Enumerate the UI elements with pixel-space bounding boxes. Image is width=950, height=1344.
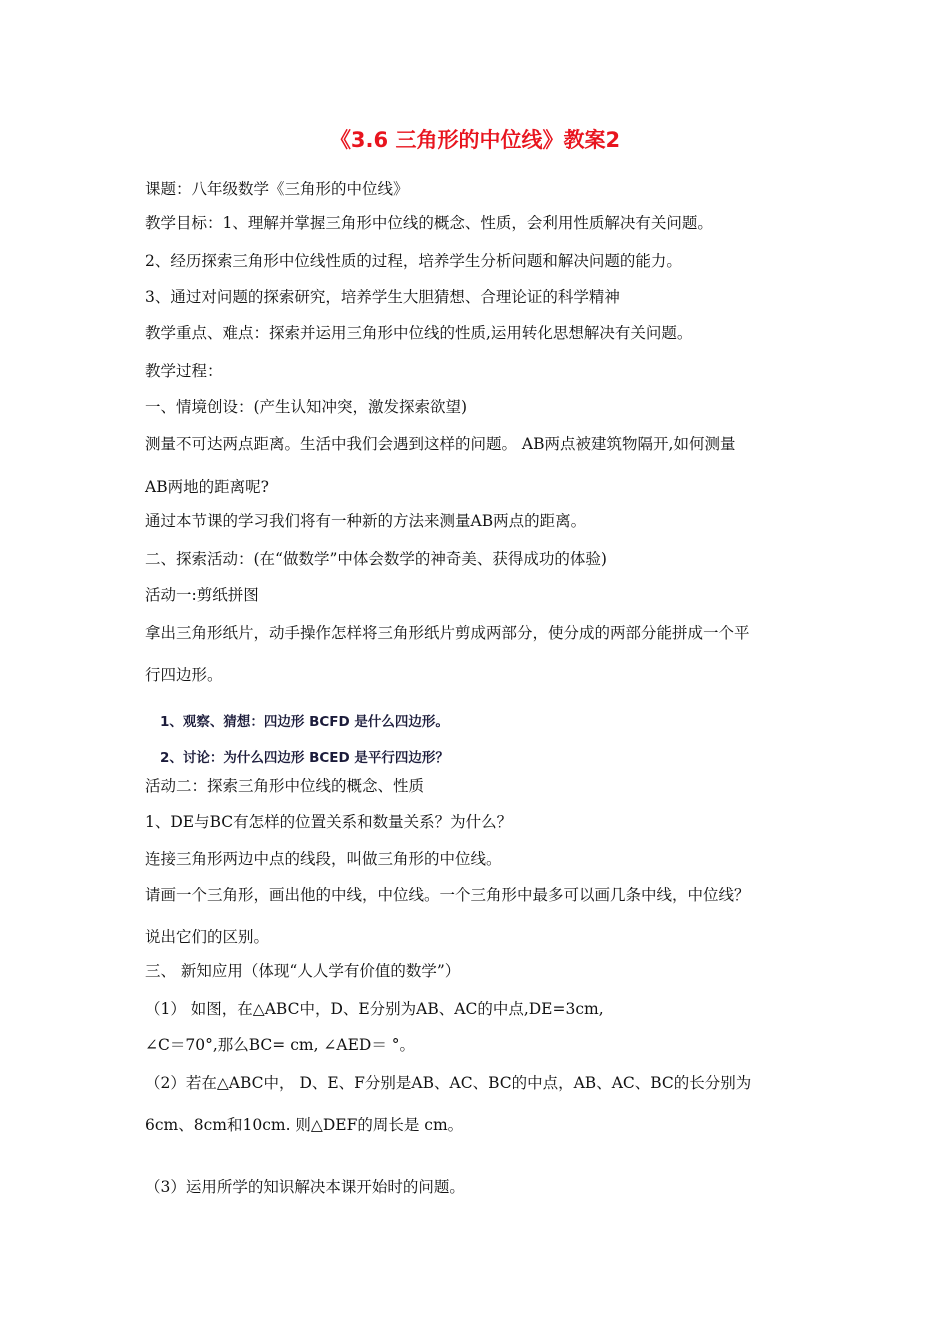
text-line: 6cm、8cm和10cm. 则△DEF的周长是 cm。	[145, 1116, 464, 1134]
figure-item-text: 观察、猜想：四边形 BCFD 是什么四边形。	[182, 714, 449, 730]
text-line: 请画一个三角形，画出他的中线，中位线。一个三角形中最多可以画几条中线，中位线？	[145, 886, 750, 904]
text-line: （1） 如图，在△ABC中，D、E分别为AB、AC的中点,DE=3cm,	[145, 1000, 604, 1018]
text-line: 三、 新知应用（体现“人人学有价值的数学”）	[145, 962, 461, 980]
text-line: 3、通过对问题的探索研究，培养学生大胆猜想、合理论证的科学精神	[145, 288, 620, 306]
text-line: 测量不可达两点距离。生活中我们会遇到这样的问题。 AB两点被建筑物隔开,如何测量	[145, 435, 736, 453]
figure-item	[160, 710, 449, 730]
text-line: 活动一:剪纸拼图	[145, 586, 259, 604]
text-line: 通过本节课的学习我们将有一种新的方法来测量AB两点的距离。	[145, 512, 587, 530]
figure-item-number: 1、	[160, 714, 183, 730]
figure-item	[160, 746, 449, 766]
text-line: 2、经历探索三角形中位线性质的过程，培养学生分析问题和解决问题的能力。	[145, 252, 682, 270]
figure-item-number: 2、	[160, 750, 183, 766]
text-line: 说出它们的区别。	[145, 928, 270, 946]
text-line: 连接三角形两边中点的线段，叫做三角形的中位线。	[145, 850, 502, 868]
text-line: 活动二：探索三角形中位线的概念、性质	[145, 777, 425, 795]
figure-item-text: 讨论：为什么四边形 BCED 是平行四边形？	[182, 750, 449, 766]
text-line: 课题：八年级数学《三角形的中位线》	[145, 180, 409, 198]
text-line: 拿出三角形纸片，动手操作怎样将三角形纸片剪成两部分，使分成的两部分能拼成一个平	[145, 624, 750, 642]
text-line: 教学重点、难点：探索并运用三角形中位线的性质,运用转化思想解决有关问题。	[145, 324, 693, 342]
text-line: ∠C＝70°,那么BC= cm, ∠AED＝ °。	[145, 1036, 416, 1054]
text-line: AB两地的距离呢?	[145, 478, 269, 496]
text-line: 1、DE与BC有怎样的位置关系和数量关系？为什么？	[145, 813, 513, 831]
text-line: （3）运用所学的知识解决本课开始时的问题。	[145, 1178, 465, 1196]
page-title: 《3.6 三角形的中位线》教案2	[329, 128, 621, 152]
text-line: 教学过程：	[145, 362, 223, 380]
text-line: 教学目标：1、理解并掌握三角形中位线的概念、性质，会利用性质解决有关问题。	[145, 214, 713, 232]
text-line: （2）若在△ABC中， D、E、F分别是AB、AC、BC的中点，AB、AC、BC的长分别为	[145, 1074, 752, 1092]
text-line: 行四边形。	[145, 666, 223, 684]
text-line: 一、情境创设：(产生认知冲突，激发探索欲望)	[145, 398, 468, 416]
text-line: 二、探索活动：(在“做数学”中体会数学的神奇美、获得成功的体验)	[145, 550, 607, 568]
